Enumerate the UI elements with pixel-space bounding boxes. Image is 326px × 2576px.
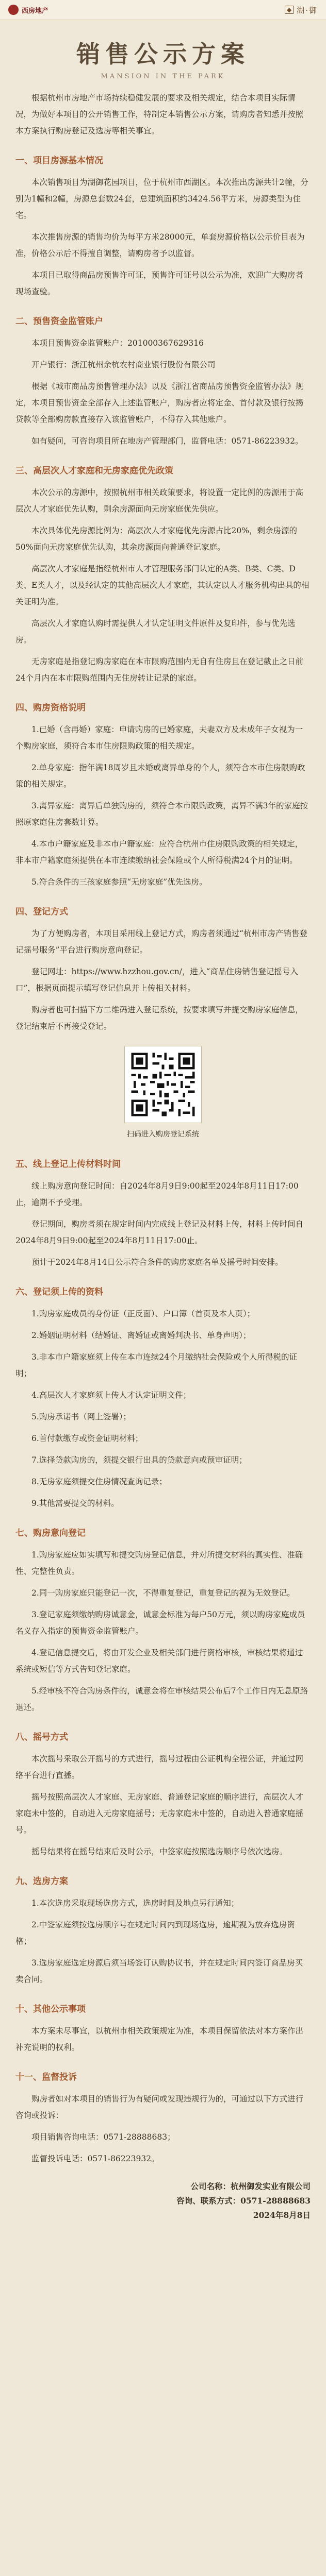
section-paragraph: 9.其他需要提交的材料。 bbox=[31, 1499, 119, 1508]
sections-a bbox=[15, 152, 311, 1035]
announcement-body bbox=[0, 90, 326, 2223]
section-title: 四、登记方式 bbox=[15, 907, 68, 917]
section-paragraph: 5.经审核不符合购房条件的，诚意金将在审核结果公布后7个工作日内无息原路退还。 bbox=[15, 1686, 308, 1712]
section-paragraph: 监督投诉电话：0571-86223932。 bbox=[31, 2154, 159, 2163]
section-title: 八、摇号方式 bbox=[15, 1732, 68, 1742]
brand-logo-icon bbox=[8, 5, 19, 15]
intro-paragraph: 根据杭州市房地产市场持续稳健发展的要求及相关规定，结合本项目实际情况，为做好本项目的公开销售工作，特制定本销售公示方案，请购房者知悉并按照本方案执行购房登记及选房等相关事宜。 bbox=[15, 93, 304, 135]
section-paragraph: 1.购房家庭应如实填写和提交购房登记信息，并对所提交材料的真实性、准确性、完整性负责。 bbox=[15, 1550, 303, 1576]
section-paragraph: 为了方便购房者，本项目采用线上登记方式，购房者须通过“杭州市房产销售登记摇号服务”平台进行购房意向登记。 bbox=[15, 929, 307, 955]
section-paragraph: 4.高层次人才家庭须上传人才认定证明文件； bbox=[31, 1391, 191, 1400]
section-title: 十、其他公示事项 bbox=[15, 2004, 86, 2014]
footer-company: 公司名称：杭州御发实业有限公司 bbox=[190, 2181, 311, 2191]
section-paragraph: 本项目已取得商品房预售许可证，预售许可证号以公示为准，欢迎广大购房者现场查验。 bbox=[15, 270, 304, 296]
section-paragraph: 5.购房承诺书（网上签署）； bbox=[31, 1412, 132, 1421]
section-paragraph: 高层次人才家庭认购时需提供人才认定证明文件原件及复印件，参与优先选房。 bbox=[15, 619, 296, 645]
qr-code-icon bbox=[129, 1050, 197, 1118]
section-paragraph: 3.离异家庭：离异后单独购房的，须符合本市限购政策，离异不满3年的家庭按照原家庭住房套数计算。 bbox=[15, 801, 308, 827]
section-paragraph: 本次具体优先房源比例为：高层次人才家庭优先房源占比20%，剩余房源的50%面向无房家庭优先认购，其余房源面向普通登记家庭。 bbox=[15, 526, 297, 552]
section-paragraph: 2.中签家庭须按选房顺序号在规定时间内到现场选房，逾期视为放弃选房资格； bbox=[15, 1920, 295, 1946]
sections-b bbox=[15, 1156, 311, 2167]
section-paragraph: 购房者如对本项目的销售行为有疑问或发现违规行为的，可通过以下方式进行咨询或投诉： bbox=[15, 2094, 304, 2120]
section-paragraph: 项目销售咨询电话：0571-28888683； bbox=[31, 2132, 175, 2142]
section-title: 一、项目房源基本情况 bbox=[15, 156, 103, 166]
page-subtitle: MANSION IN THE PARK bbox=[101, 73, 225, 80]
qr-caption: 扫码进入购房登记系统 bbox=[127, 1130, 199, 1139]
section-paragraph: 3.选房家庭选定房源后须当场签订认购协议书，并在规定时间内签订商品房买卖合同。 bbox=[15, 1958, 303, 1984]
section-paragraph: 如有疑问，可咨询项目所在地房产管理部门，监督电话：0571-86223932。 bbox=[31, 436, 303, 446]
footer-signature bbox=[15, 2179, 311, 2223]
footer-contact: 咨询、联系方式：0571-28888683 bbox=[176, 2196, 311, 2206]
section-title: 四、购房资格说明 bbox=[15, 703, 86, 713]
section-paragraph: 购房者也可扫描下方二维码进入登记系统，按要求填写并提交购房家庭信息，登记结束后不再接受登记。 bbox=[15, 1005, 304, 1031]
section-paragraph: 3.非本市户籍家庭须上传在本市连续24个月缴纳社会保险或个人所得税的证明； bbox=[15, 1352, 298, 1378]
qr-code[interactable] bbox=[124, 1046, 202, 1123]
section-title: 十一、监督投诉 bbox=[15, 2072, 77, 2082]
section-paragraph: 本次推售房源的销售均价为每平方米28000元，单套房源价格以公示价目表为准，价格公示后不得擅自调整，请购房者予以监督。 bbox=[15, 232, 305, 258]
section-paragraph: 2.婚姻证明材料（结婚证、离婚证或离婚判决书、单身声明）； bbox=[31, 1331, 251, 1340]
section-paragraph: 4.本市户籍家庭及非本市户籍家庭：应符合杭州市住房限购政策的相关规定，非本市户籍家庭须提供在本市连续缴纳社会保险或个人所得税满24个月的证明。 bbox=[15, 839, 303, 865]
section-paragraph: 开户银行：浙江杭州余杭农村商业银行股份有限公司 bbox=[31, 360, 216, 369]
section-title: 五、线上登记上传材料时间 bbox=[15, 1159, 121, 1170]
qr-code-wrap bbox=[15, 1046, 311, 1123]
section-paragraph: 登记期间，购房者须在规定时间内完成线上登记及材料上传，材料上传时间自2024年8月9日9:00起至2024年8月11日17:00止。 bbox=[15, 1219, 304, 1245]
top-bar bbox=[0, 0, 326, 20]
section-paragraph: 7.选择贷款购房的，须提交银行出具的贷款意向或预审证明； bbox=[31, 1455, 247, 1465]
section-paragraph: 4.登记信息提交后，将由开发企业及相关部门进行资格审核，审核结果将通过系统或短信等方式告知登记家庭。 bbox=[15, 1648, 303, 1674]
footer-date: 2024年8月8日 bbox=[253, 2210, 311, 2220]
section-paragraph: 1.已婚（含再婚）家庭：申请购房的已婚家庭，夫妻双方及未成年子女视为一个购房家庭，须符合本市住房限购政策的相关规定。 bbox=[15, 725, 303, 751]
section-paragraph: 登记网址：https://www.hzzhou.gov.cn/，进入“商品住房销售登记摇号入口”，根据页面提示填写登记信息并上传相关材料。 bbox=[15, 967, 298, 993]
section-paragraph: 本次销售项目为湖御花园项目，位于杭州市西湖区。本次推出房源共计2幢，分别为1幢和2幢，房源总套数24套，总建筑面积约3424.56平方米，房源类型为住宅。 bbox=[15, 178, 308, 220]
section-paragraph: 6.首付款缴存或资金证明材料； bbox=[31, 1434, 143, 1443]
section-paragraph: 2.同一购房家庭只能登记一次，不得重复登记，重复登记的视为无效登记。 bbox=[31, 1588, 295, 1598]
left-brand-logo bbox=[8, 5, 48, 15]
section-paragraph: 本次公示的房源中，按照杭州市相关政策要求，将设置一定比例的房源用于高层次人才家庭优先认购，剩余房源面向无房家庭优先供应。 bbox=[15, 488, 304, 514]
brand-seal-icon: ◆ bbox=[285, 6, 294, 14]
section-title: 六、登记须上传的资料 bbox=[15, 1287, 103, 1297]
section-paragraph: 无房家庭是指登记购房家庭在本市限购范围内无自有住房且在登记截止之日前24个月内在本市限购范围内无住房转让记录的家庭。 bbox=[15, 657, 304, 683]
section-title: 九、选房方案 bbox=[15, 1876, 68, 1887]
section-paragraph: 1.本次选房采取现场选房方式，选房时间及地点另行通知； bbox=[31, 1899, 239, 1908]
section-paragraph: 3.登记家庭须缴纳购房诚意金，诚意金标准为每户50万元，须以购房家庭成员名义存入指定的预售资金监管账户。 bbox=[15, 1610, 305, 1636]
section-paragraph: 本项目预售资金监管账户：201000367629316 bbox=[31, 338, 204, 348]
section-paragraph: 预计于2024年8月14日公示符合条件的购房家庭名单及摇号时间安排。 bbox=[31, 1258, 283, 1267]
section-paragraph: 摇号结果将在摇号结束后及时公示，中签家庭按照选房顺序号依次选房。 bbox=[31, 1847, 288, 1856]
section-paragraph: 5.符合条件的三孩家庭参照“无房家庭”优先选房。 bbox=[31, 877, 207, 887]
hero bbox=[0, 20, 326, 90]
right-brand-text: 湖·御 bbox=[297, 5, 318, 15]
left-brand-text: 西房地产 bbox=[22, 7, 49, 15]
section-paragraph: 摇号按照高层次人才家庭、无房家庭、普通登记家庭的顺序进行，高层次人才家庭未中签的，自动进入无房家庭摇号；无房家庭未中签的，自动进入普通家庭摇号。 bbox=[15, 1792, 304, 1835]
right-brand-logo bbox=[285, 5, 318, 15]
section-title: 七、购房意向登记 bbox=[15, 1528, 86, 1538]
section-paragraph: 8.无房家庭须提交住房情况查询记录； bbox=[31, 1477, 167, 1486]
section-paragraph: 本方案未尽事宜，以杭州市相关政策规定为准，本项目保留依法对本方案作出补充说明的权利。 bbox=[15, 2026, 304, 2052]
page-title: 销售公示方案 bbox=[76, 40, 250, 68]
section-title: 二、预售资金监管账户 bbox=[15, 316, 103, 327]
section-paragraph: 高层次人才家庭是指经杭州市人才管理服务部门认定的A类、B类、C类、D类、E类人才，以及经认定的其他高层次人才家庭，其认定以人才服务机构出具的相关证明为准。 bbox=[15, 564, 309, 606]
section-paragraph: 1.购房家庭成员的身份证（正反面）、户口簿（首页及本人页）； bbox=[31, 1309, 255, 1318]
section-paragraph: 线上购房意向登记时间：自2024年8月9日9:00起至2024年8月11日17:00止，逾期不予受理。 bbox=[15, 1181, 299, 1207]
section-paragraph: 根据《城市商品房预售管理办法》以及《浙江省商品房预售资金监管办法》规定，本项目预售资金全部存入上述监管账户，购房者应将定金、首付款及银行按揭贷款等全部购房款直接存入该监管账户，不得存入其他账户。 bbox=[15, 382, 304, 424]
section-paragraph: 2.单身家庭：指年满18周岁且未婚或离异单身的个人，须符合本市住房限购政策的相关规定。 bbox=[15, 763, 305, 789]
section-title: 三、高层次人才家庭和无房家庭优先政策 bbox=[15, 466, 173, 476]
section-paragraph: 本次摇号采取公开摇号的方式进行，摇号过程由公证机构全程公证，并通过网络平台进行直播。 bbox=[15, 1754, 304, 1780]
